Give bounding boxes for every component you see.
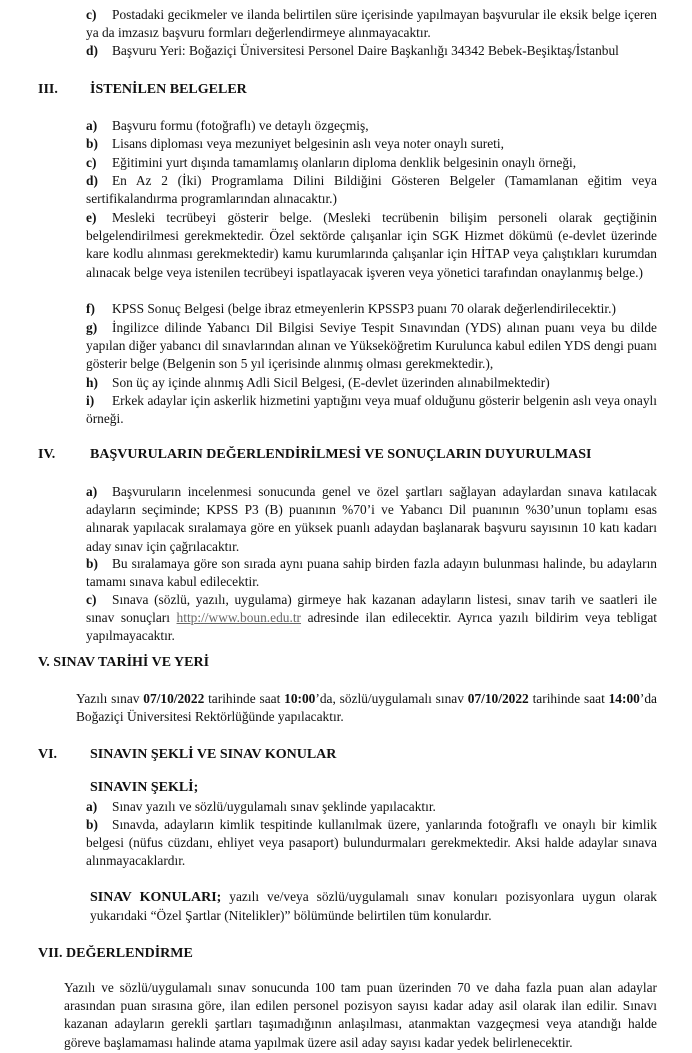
item-marker: a) (86, 484, 98, 499)
item-text: Başvuru Yeri: Boğaziçi Üniversitesi Personel Daire Başkanlığı 34342 Bebek-Beşiktaş/İstanbul (112, 43, 619, 58)
item-text: Eğitimini yurt dışında tamamlamış olanların diploma denklik belgesinin onaylı örneği, (112, 155, 577, 170)
exam-topics-paragraph (90, 888, 657, 925)
item-marker: d) (86, 173, 98, 188)
item-marker: h) (86, 375, 98, 390)
section-heading-7 (38, 945, 193, 963)
exam-time-written: 10:00 (284, 691, 316, 706)
section-title: SINAVIN ŞEKLİ VE SINAV KONULAR (90, 747, 337, 762)
list-item (86, 172, 657, 208)
text-run: ’da Boğaziçi Üniversitesi Rektörlüğünde yapılacaktır. (76, 691, 657, 725)
item-marker: c) (86, 592, 97, 607)
item-marker: f) (86, 301, 95, 316)
section-number: IV. (38, 447, 56, 462)
list-item (86, 591, 657, 646)
exam-date-paragraph (76, 690, 657, 726)
list-item (86, 483, 657, 556)
item-marker: b) (86, 817, 98, 832)
section-heading-4 (38, 446, 591, 464)
item-text: Mesleki tecrübeyi gösterir belge. (Mesleki tecrübenin bilişim personeli olarak geçtiğinin belgelendirilmesi gerekmektedir. Özel sektörde çalışanlar için SGK Hizmet dökümü (e-devlet üzerinde kare kodlu alınması gerekmektedir) kamu kurumlarında çalışanlar için HİTAP veya çalıştıkları kurumdan alınacak belge veya istenilen tecrübeyi ispatlayacak işveren veya yönetici tarafından onaylanmış belge.) (86, 210, 657, 280)
list-item (86, 6, 657, 42)
item-marker: d) (86, 43, 98, 58)
item-marker: a) (86, 118, 98, 133)
item-text: En Az 2 (İki) Programlama Dilini Bildiğini Gösteren Belgeler (Tamamlanan eğitim veya sertifikalandırma programlarından alınacaktır.) (86, 173, 657, 207)
section-number: VI. (38, 747, 58, 762)
list-item (86, 135, 657, 153)
item-text: İngilizce dilinde Yabancı Dil Bilgisi Seviye Tespit Sınavından (YDS) alınan puanı veya bu dilde yapılan diğer yabancı dil sınavlarından alınan ve Yükseköğretim Kurulunca kabul edilen YDS dengi puanı gösterir belge (Belgenin son 5 yıl içerisinde alınmış olması gerekmektedir.), (86, 320, 657, 372)
list-item (86, 374, 657, 392)
exam-date-oral: 07/10/2022 (467, 691, 529, 706)
exam-format-subtitle: SINAVIN ŞEKLİ; (90, 780, 199, 795)
section-number: III. (38, 82, 58, 97)
list-item (86, 392, 657, 428)
section-heading-3 (38, 81, 247, 99)
item-marker: c) (86, 7, 97, 22)
list-item (86, 798, 657, 816)
list-item (86, 555, 657, 591)
text-run: tarihinde saat (204, 691, 285, 706)
exam-topics-text: yazılı ve/veya sözlü/uygulamalı sınav konuları pozisyonlara uygun olarak yukarıdaki “Özel Şartlar (Nitelikler)” bölümünde belirtilen tüm konulardır. (90, 889, 657, 924)
text-run: Yazılı sınav (76, 691, 144, 706)
text-run: ’da, sözlü/uygulamalı sınav (315, 691, 468, 706)
list-item (86, 816, 657, 871)
evaluation-paragraph: Yazılı ve sözlü/uygulamalı sınav sonucunda 100 tam puan üzerinden 70 ve daha fazla puan alan adaylar arasından puan sırasına göre, ilan edilen personel pozisyon sayısı kadar aday asil olarak ilan edilir. Sınavı kazanan adayların gerekli şartları taşımadığının anlaşılması, atanmaktan vazgeçmesi veya atandığı halde göreve başlamaması halinde atama yapılmak üzere asil aday sayısı kadar yedek belirlenecektir. (64, 980, 657, 1050)
item-text: Son üç ay içinde alınmış Adli Sicil Belgesi, (E-devlet üzerinden alınabilmektedir) (112, 375, 550, 390)
website-link[interactable]: http://www.boun.edu.tr (176, 610, 302, 626)
item-marker: i) (86, 393, 95, 408)
exam-time-oral: 14:00 (608, 691, 640, 706)
list-item (86, 154, 657, 172)
text-run: tarihinde saat (528, 691, 609, 706)
section-heading-6 (38, 746, 336, 764)
item-text: Erkek adaylar için askerlik hizmetini yaptığını veya muaf olduğunu gösterir belgenin aslı veya onaylı örneği. (86, 393, 657, 427)
list-item (86, 42, 657, 60)
item-text: Lisans diploması veya mezuniyet belgesinin aslı veya noter onaylı sureti, (112, 136, 504, 151)
list-item (86, 117, 657, 135)
item-marker: g) (86, 320, 98, 335)
exam-topics-label: SINAV KONULARI; (90, 890, 222, 905)
item-text: Bu sıralamaya göre son sırada aynı puana sahip birden fazla adayın bulunması halinde, bu adayların tamamı sınava kabul edilecektir. (86, 556, 657, 590)
list-item (86, 209, 657, 282)
item-text: Başvuruların incelenmesi sonucunda genel ve özel şartları sağlayan adaylardan sınava katılacak adayların seçiminde; KPSS P3 (B) puanının %70’i ve Yabancı Dil puanının %30’unun toplamı esas alınarak yapılacak sıralamaya göre en yüksek puanlı adaydan başlanarak başvuru sayısının 10 katı kadarı aday sınav için çağrılacaktır. (86, 484, 657, 554)
list-item (86, 300, 657, 318)
item-text: Sınavda, adayların kimlik tespitinde kullanılmak üzere, yanlarında fotoğraflı ve onaylı bir kimlik belgesi (nüfus cüzdanı, ehliyet veya pasaport) bulundurmaları gerekmektedir. Aksi halde adaylar sınava alınmayacaklardır. (86, 817, 657, 869)
item-marker: e) (86, 210, 97, 225)
item-text: Başvuru formu (fotoğraflı) ve detaylı özgeçmiş, (112, 118, 369, 133)
item-marker: a) (86, 799, 98, 814)
item-text: Postadaki gecikmeler ve ilanda belirtilen süre içerisinde yapılmayan başvurular ile eksik belge içeren ya da imzasız başvuru formları değerlendirmeye alınmayacaktır. (86, 7, 657, 41)
item-text: KPSS Sonuç Belgesi (belge ibraz etmeyenlerin KPSSP3 puanı 70 olarak değerlendirilecektir.) (112, 301, 616, 316)
section-title: BAŞVURULARIN DEĞERLENDİRİLMESİ VE SONUÇLARIN DUYURULMASI (90, 447, 592, 462)
item-marker: b) (86, 136, 98, 151)
section-title: İSTENİLEN BELGELER (90, 82, 247, 97)
item-text: Sınava (sözlü, yazılı, uygulama) girmeye hak kazanan adayların listesi, sınav tarih ve saatleri ile sınav sonuçları (86, 592, 657, 626)
exam-date-written: 07/10/2022 (143, 691, 205, 706)
item-text: adresinde ilan edilecektir. Ayrıca yazılı bildirim veya tebligat yapılmayacaktır. (86, 610, 657, 644)
item-marker: b) (86, 556, 98, 571)
section-title: VII. DEĞERLENDİRME (38, 946, 193, 961)
item-text: Sınav yazılı ve sözlü/uygulamalı sınav şeklinde yapılacaktır. (112, 799, 436, 814)
section-heading-5 (38, 654, 209, 672)
item-marker: c) (86, 155, 97, 170)
list-item (86, 319, 657, 374)
section-title: V. SINAV TARİHİ VE YERİ (38, 655, 210, 670)
